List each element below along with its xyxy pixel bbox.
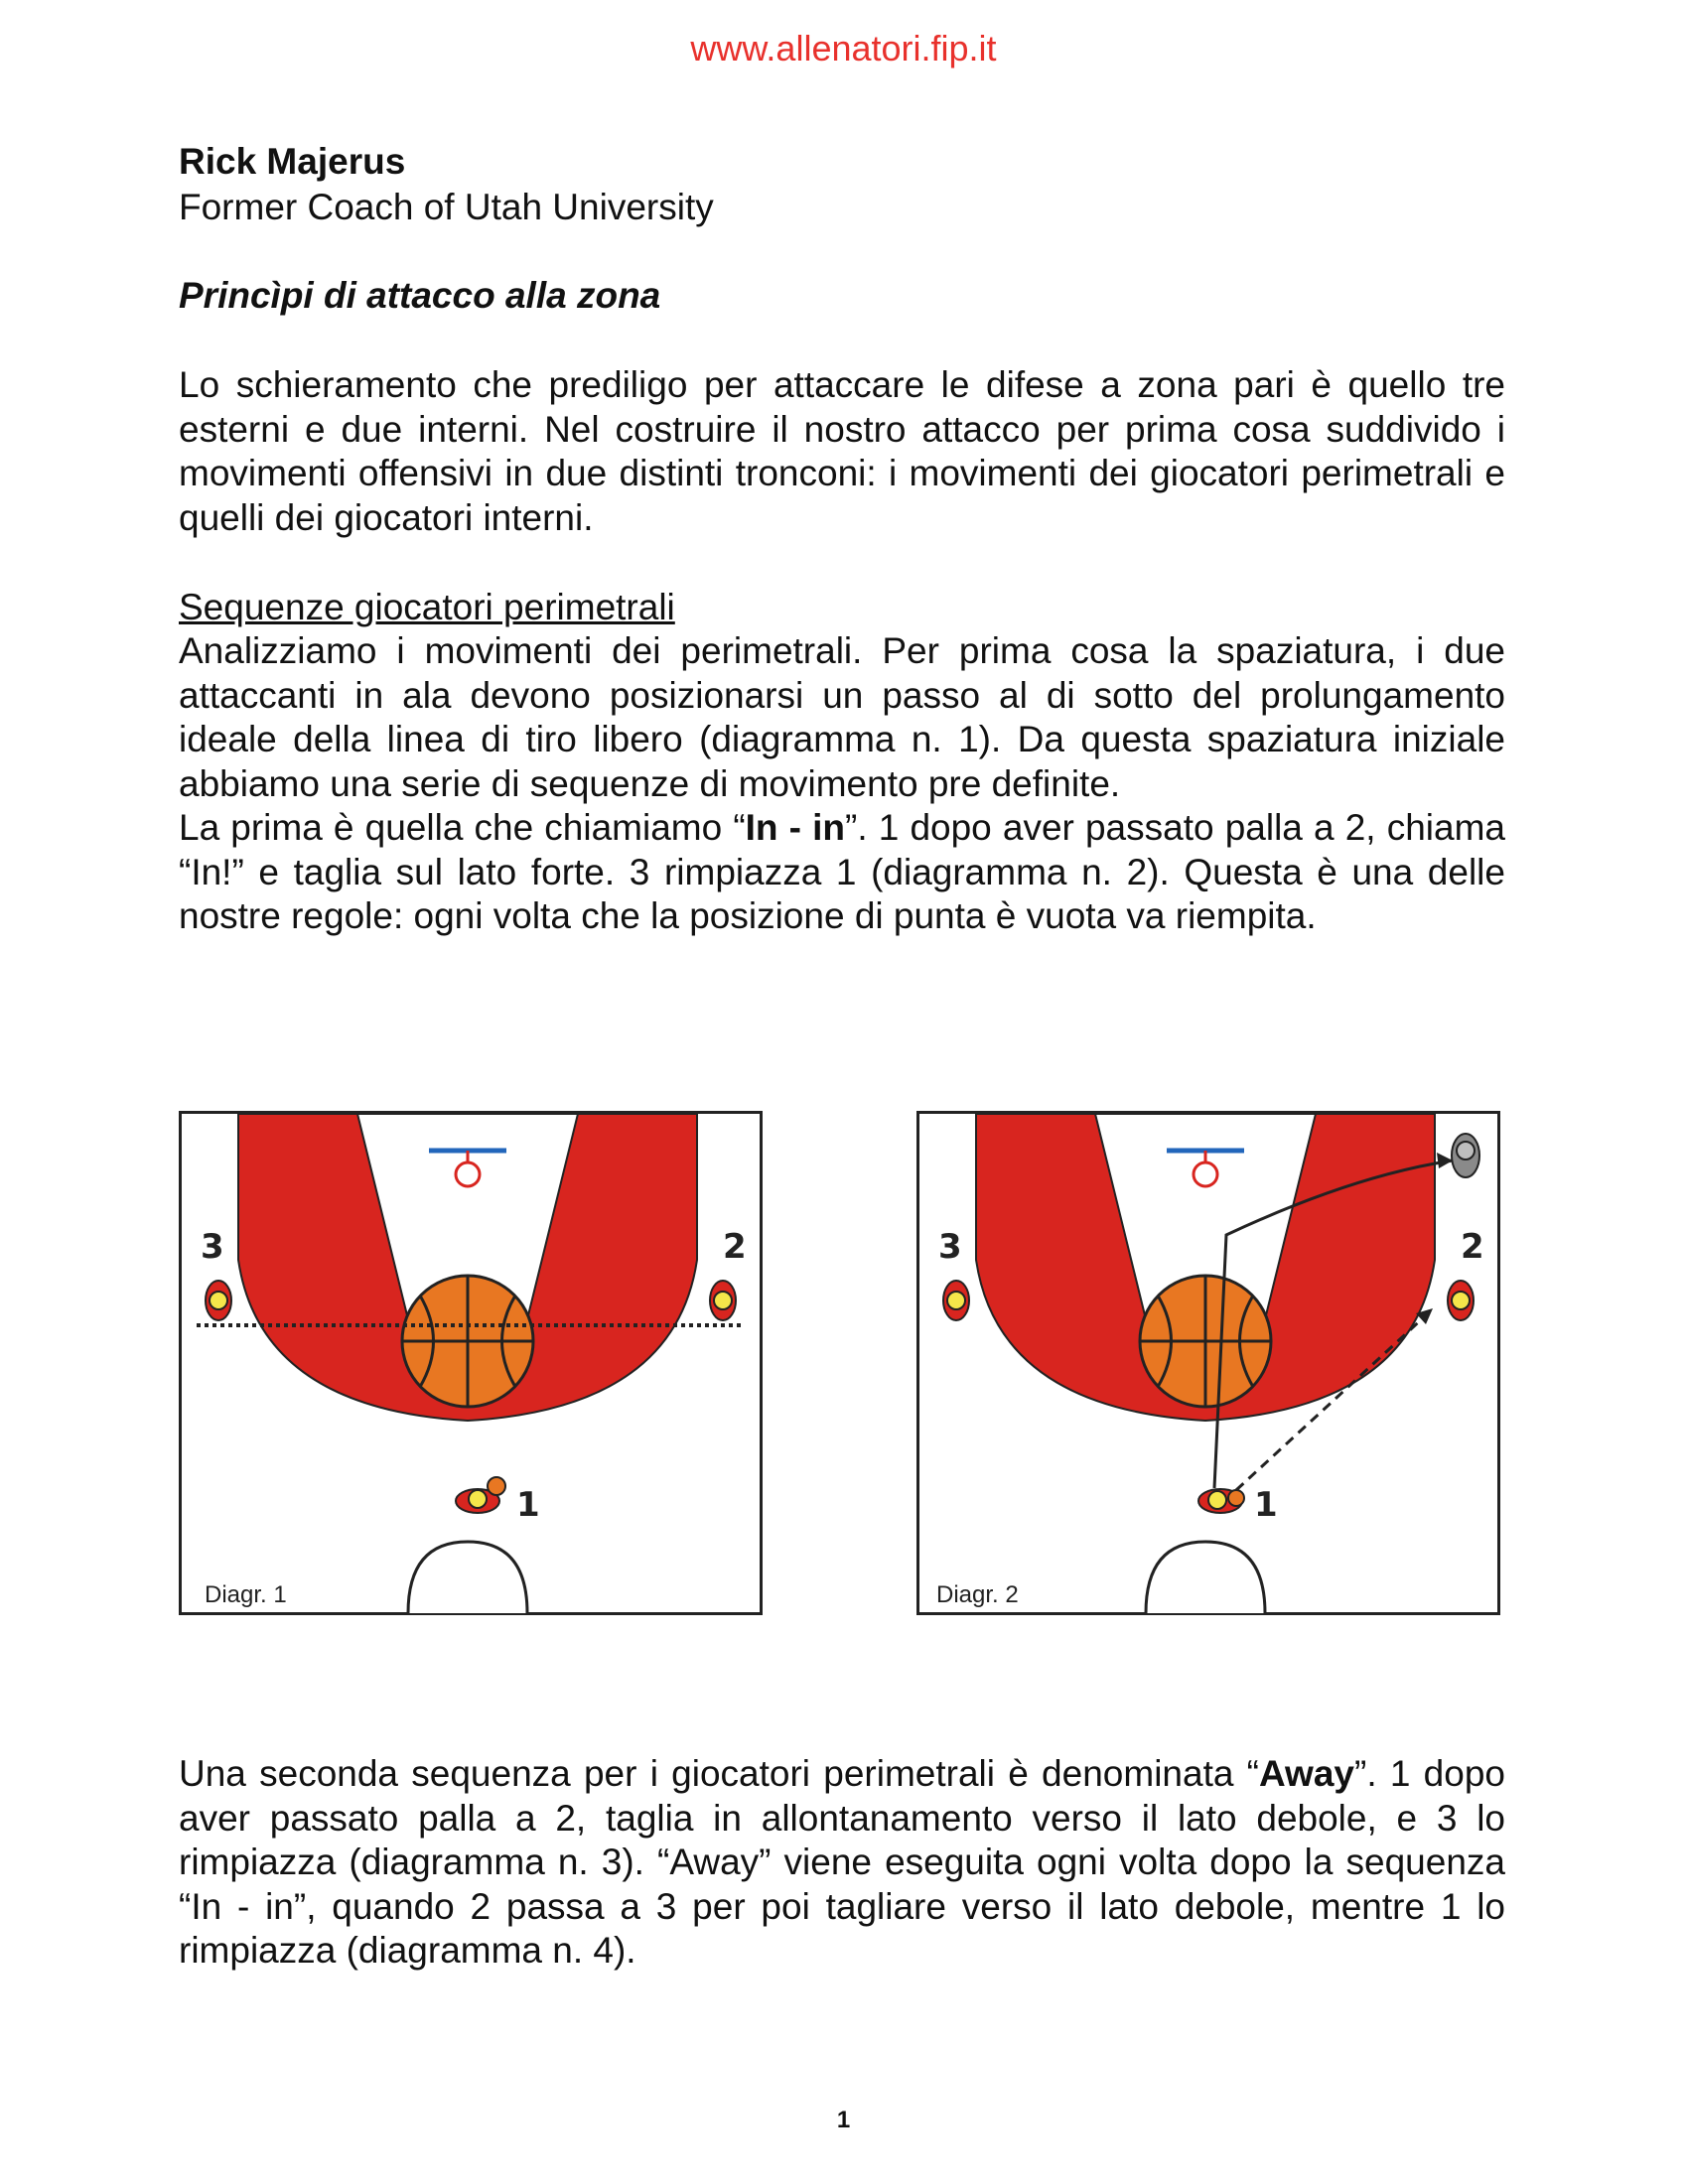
intro-paragraph: Lo schieramento che prediligo per attaccare le difese a zona pari è quello tre esterni e due interni. Nel costruire il nostro attacco per prima cosa suddivido i movimenti offensivi in due distinti tronconi: i movimenti dei giocatori perimetrali e quelli dei giocatori interni. [179,364,1505,538]
court-diagram-1 [179,1111,763,1615]
away-term: Away [1259,1753,1354,1794]
label-player-2: 2 [1461,1227,1484,1267]
player-3-icon [943,1281,969,1320]
away-paragraph [179,1752,1505,1974]
section-title: Sequenze giocatori perimetrali [179,587,675,627]
diagram-caption: Diagr. 1 [205,1581,287,1608]
diagram-2 [916,1111,1500,1615]
article-title: Princìpi di attacco alla zona [179,275,661,316]
author-name: Rick Majerus [179,141,406,182]
section-p2-start: La prima è quella che chiamiamo “ [179,807,746,848]
label-player-3: 3 [201,1227,224,1267]
away-p-start: Una seconda sequenza per i giocatori perimetrali è denominata “ [179,1753,1259,1794]
page-number: 1 [836,2107,851,2133]
player-1-icon [1198,1489,1244,1513]
site-url-link[interactable]: www.allenatori.fip.it [690,28,997,68]
label-player-2: 2 [723,1227,747,1267]
label-player-3: 3 [938,1227,962,1267]
diagram-caption: Diagr. 2 [936,1581,1019,1608]
section-p2-end: ”. 1 dopo aver passato palla a 2, chiama “In!” e taglia sul lato forte. 3 rimpiazza 1 (diagramma n. 2). Questa è una delle nostre regole: ogni volta che la posizione di punta è vuota va riempita. [179,807,1505,936]
section-p1: Analizziamo i movimenti dei perimetrali. Per prima cosa la spaziatura, i due attaccanti in ala devono posizionarsi un passo al di sotto del prolungamento ideale della linea di tiro libero (diagramma n. 1). Da questa spaziatura iniziale abbiamo una serie di sequenze di movimento pre definite. [179,630,1505,804]
player-2-icon [710,1281,736,1320]
court-diagram-2 [916,1111,1500,1615]
player-1-destination-icon [1452,1134,1479,1177]
diagram-1 [179,1111,763,1615]
in-in-term: In - in [745,807,845,848]
player-2-icon [1448,1281,1474,1320]
player-3-icon [206,1281,231,1320]
section-paragraph [179,629,1505,939]
label-player-1: 1 [1254,1485,1278,1525]
label-player-1: 1 [516,1485,540,1525]
author-role: Former Coach of Utah University [179,187,714,227]
away-p-end: ”. 1 dopo aver passato palla a 2, taglia in allontanamento verso il lato debole, e 3 lo rimpiazza (diagramma n. 3). “Away” viene eseguita ogni volta dopo la sequenza “In - in”, quando 2 passa a 3 per poi tagliare verso il lato debole, mentre 1 lo rimpiazza (diagramma n. 4). [179,1753,1505,1971]
